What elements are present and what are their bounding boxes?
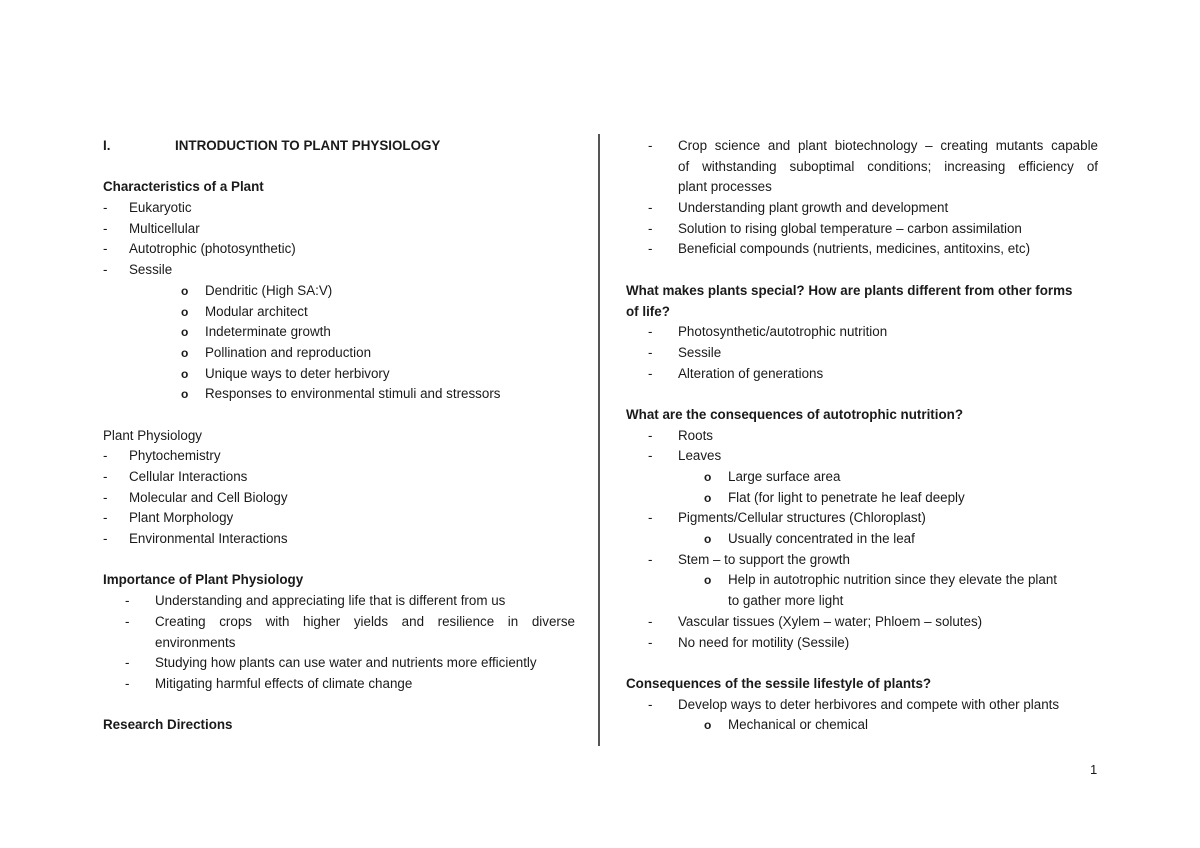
list-item: - Eukaryotic [103,200,192,216]
sub-list-item: o Flat (for light to penetrate he leaf deeply [704,489,965,505]
list-item: - Leaves [648,448,722,464]
section-heading: I. INTRODUCTION TO PLANT PHYSIOLOGY [103,138,441,153]
sub-list-item: o Dendritic (High SA:V) [181,282,333,298]
list-item: - Sessile [648,344,722,360]
column-divider [598,134,600,746]
list-item-continuation: environments [155,634,236,650]
research-title: Research Directions [103,717,233,733]
sub-list-item: o Unique ways to deter herbivory [181,365,390,381]
sub-list-item: o Usually concentrated in the leaf [704,531,915,547]
list-item: - Vascular tissues (Xylem – water; Phloem – solutes) [648,613,983,629]
list-item: - Multicellular [103,220,200,236]
list-item-continuation: plant processes [678,179,772,195]
list-item: - Solution to rising global temperature – carbon assimilation [648,220,1022,236]
list-item: - Alteration of generations [648,365,824,381]
list-item: - Crop science and plant biotechnology – creating mutants capable [648,138,1098,153]
list-item: - Roots [648,427,713,443]
sub-list-item: o Large surface area [704,469,841,484]
list-item: - No need for motility (Sessile) [648,634,850,650]
sub-list-item: o Pollination and reproduction [181,344,372,360]
list-item: - Phytochemistry [103,448,221,464]
special-title: What makes plants special? How are plants different from other forms [626,282,1073,298]
list-item: - Stem – to support the growth [648,551,850,567]
list-item-continuation: of withstanding suboptimal conditions; increasing efficiency of [678,158,1098,174]
list-item: - Beneficial compounds (nutrients, medicines, antitoxins, etc) [648,241,1031,257]
list-item: - Understanding and appreciating life that is different from us [125,593,506,609]
right-column [626,136,1098,736]
importance-title: Importance of Plant Physiology [103,572,304,588]
sub-list-item: o Responses to environmental stimuli and stressors [181,386,501,402]
list-item: - Develop ways to deter herbivores and compete with other plants [648,696,1060,712]
list-item: - Studying how plants can use water and nutrients more efficiently [125,655,537,671]
list-item: - Molecular and Cell Biology [103,489,288,505]
list-item: - Cellular Interactions [103,469,248,484]
sub-list-item: o Help in autotrophic nutrition since they elevate the plant [704,572,1058,588]
list-item: - Sessile [103,262,173,278]
list-item: - Understanding plant growth and development [648,200,949,216]
list-item: - Autotrophic (photosynthetic) [103,241,296,257]
list-item: - Environmental Interactions [103,531,288,547]
left-column [103,136,575,736]
sub-list-item: o Indeterminate growth [181,324,331,340]
sessile-title: Consequences of the sessile lifestyle of plants? [626,675,932,691]
page-number: 1 [1090,762,1098,777]
list-item: - Pigments/Cellular structures (Chloroplast) [648,510,926,526]
sub-list-item-continuation: to gather more light [728,593,844,609]
list-item: - Creating crops with higher yields and resilience in diverse [125,613,575,629]
autotrophic-title: What are the consequences of autotrophic nutrition? [626,406,964,422]
list-item: - Plant Morphology [103,510,234,526]
list-item: - Mitigating harmful effects of climate change [125,675,413,691]
sub-list-item: o Mechanical or chemical [704,717,868,733]
characteristics-title: Characteristics of a Plant [103,179,264,195]
sub-list-item: o Modular architect [181,303,308,319]
special-title-continuation: of life? [626,303,670,319]
list-item: - Photosynthetic/autotrophic nutrition [648,324,888,340]
plant-physiology-title: Plant Physiology [103,427,202,443]
